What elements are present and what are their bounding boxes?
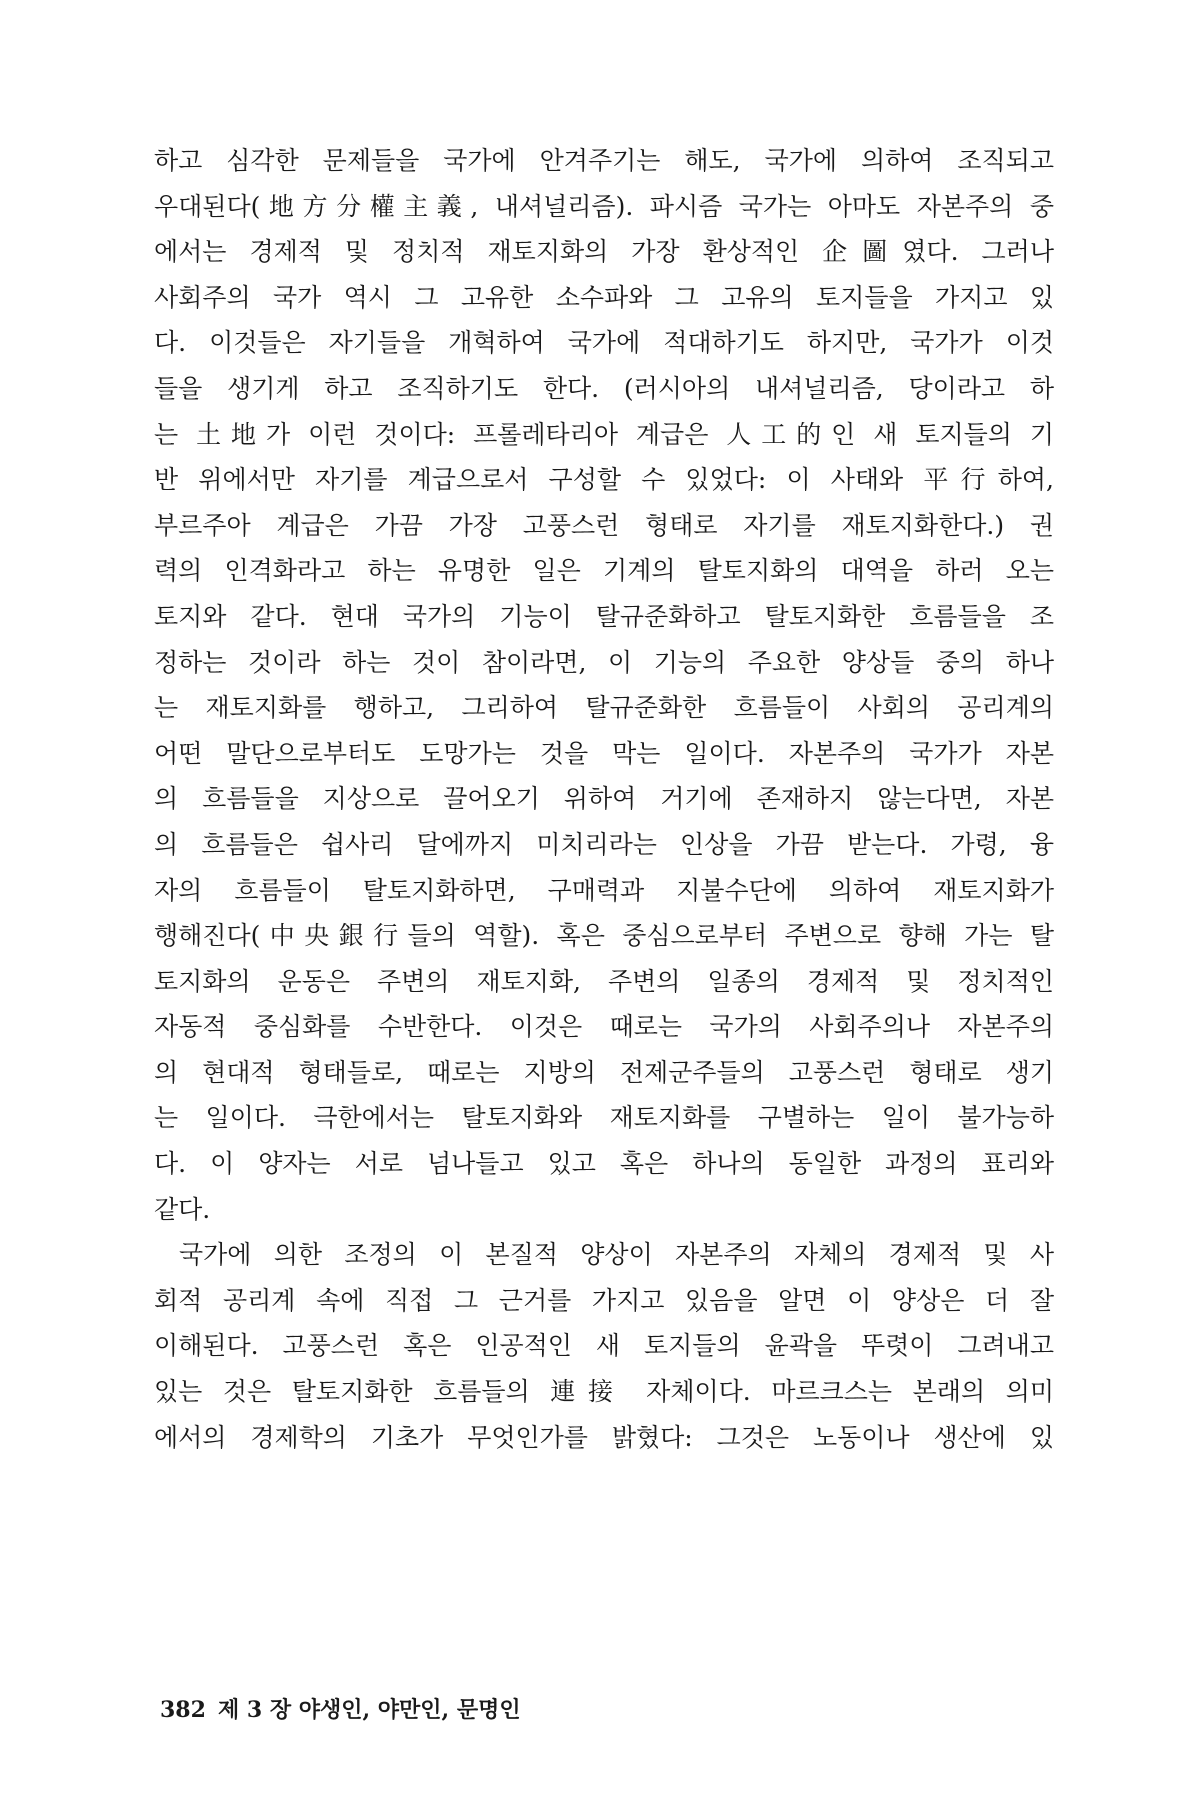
chapter-title: 제 3 장 야생인, 야만인, 문명인 — [217, 1697, 521, 1723]
text-line: 어떤 말단으로부터도 도망가는 것을 막는 일이다. 자본주의 국가가 자본 — [154, 738, 1054, 768]
text-line: 의 흐름들을 지상으로 끌어오기 위하여 거기에 존재하지 않는다면, 자본 — [154, 784, 1054, 814]
text-line: 토지화의 운동은 주변의 재토지화, 주변의 일종의 경제적 및 정치적인 — [154, 966, 1054, 996]
text-line: 사회주의 국가 역시 그 고유한 소수파와 그 고유의 토지들을 가지고 있 — [154, 282, 1054, 312]
text-line: 들을 생기게 하고 조직하기도 한다. (러시아의 내셔널리즘, 당이라고 하 — [154, 373, 1054, 403]
text-line: 력의 인격화라고 하는 유명한 일은 기계의 탈토지화의 대역을 하러 오는 — [154, 556, 1054, 586]
text-line: 부르주아 계급은 가끔 가장 고풍스런 형태로 자기를 재토지화한다.) 권 — [154, 510, 1054, 540]
text-line: 회적 공리계 속에 직접 그 근거를 가지고 있음을 알면 이 양상은 더 잘 — [154, 1285, 1054, 1315]
text-line: 에서는 경제적 및 정치적 재토지화의 가장 환상적인 企圖였다. 그러나 — [154, 237, 1054, 267]
text-line: 국가에 의한 조정의 이 본질적 양상이 자본주의 자체의 경제적 및 사 — [179, 1240, 1054, 1270]
text-line: 같다. — [154, 1194, 211, 1224]
text-line: 다. 이 양자는 서로 넘나들고 있고 혹은 하나의 동일한 과정의 표리와 — [154, 1149, 1054, 1179]
paragraph-1 — [154, 138, 1054, 1232]
text-line: 우대된다(地方分權主義, 내셔널리즘). 파시즘 국가는 아마도 자본주의 중 — [154, 191, 1054, 221]
text-line: 이해된다. 고풍스런 혹은 인공적인 새 토지들의 윤곽을 뚜렷이 그려내고 — [154, 1331, 1054, 1361]
text-line: 자의 흐름들이 탈토지화하면, 구매력과 지불수단에 의하여 재토지화가 — [154, 875, 1054, 905]
body-text — [154, 138, 1054, 1460]
text-line: 는 일이다. 극한에서는 탈토지화와 재토지화를 구별하는 일이 불가능하 — [154, 1103, 1054, 1133]
text-line: 는 재토지화를 행하고, 그리하여 탈규준화한 흐름들이 사회의 공리계의 — [154, 693, 1054, 723]
text-line: 에서의 경제학의 기초가 무엇인가를 밝혔다: 그것은 노동이나 생산에 있 — [154, 1422, 1054, 1452]
paragraph-2 — [154, 1232, 1054, 1460]
text-line: 반 위에서만 자기를 계급으로서 구성할 수 있었다: 이 사태와 平行하여, — [154, 465, 1054, 495]
text-line: 자동적 중심화를 수반한다. 이것은 때로는 국가의 사회주의나 자본주의 — [154, 1012, 1054, 1042]
text-line: 있는 것은 탈토지화한 흐름들의 連接 자체이다. 마르크스는 본래의 의미 — [154, 1377, 1054, 1407]
text-line: 행해진다(中央銀行들의 역할). 혹은 중심으로부터 주변으로 향해 가는 탈 — [154, 921, 1054, 951]
text-line: 정하는 것이라 하는 것이 참이라면, 이 기능의 주요한 양상들 중의 하나 — [154, 647, 1054, 677]
text-line: 의 흐름들은 쉽사리 달에까지 미치리라는 인상을 가끔 받는다. 가령, 융 — [154, 829, 1054, 859]
text-line: 의 현대적 형태들로, 때로는 지방의 전제군주들의 고풍스런 형태로 생기 — [154, 1057, 1054, 1087]
text-line: 하고 심각한 문제들을 국가에 안겨주기는 해도, 국가에 의하여 조직되고 — [154, 146, 1054, 175]
page-number: 382 — [160, 1697, 206, 1723]
text-line: 는 土地가 이런 것이다: 프롤레타리아 계급은 人工的인 새 토지들의 기 — [154, 419, 1054, 449]
page-footer — [160, 1693, 521, 1724]
text-line: 토지와 같다. 현대 국가의 기능이 탈규준화하고 탈토지화한 흐름들을 조 — [154, 601, 1054, 631]
text-line: 다. 이것들은 자기들을 개혁하여 국가에 적대하기도 하지만, 국가가 이것 — [154, 328, 1054, 358]
